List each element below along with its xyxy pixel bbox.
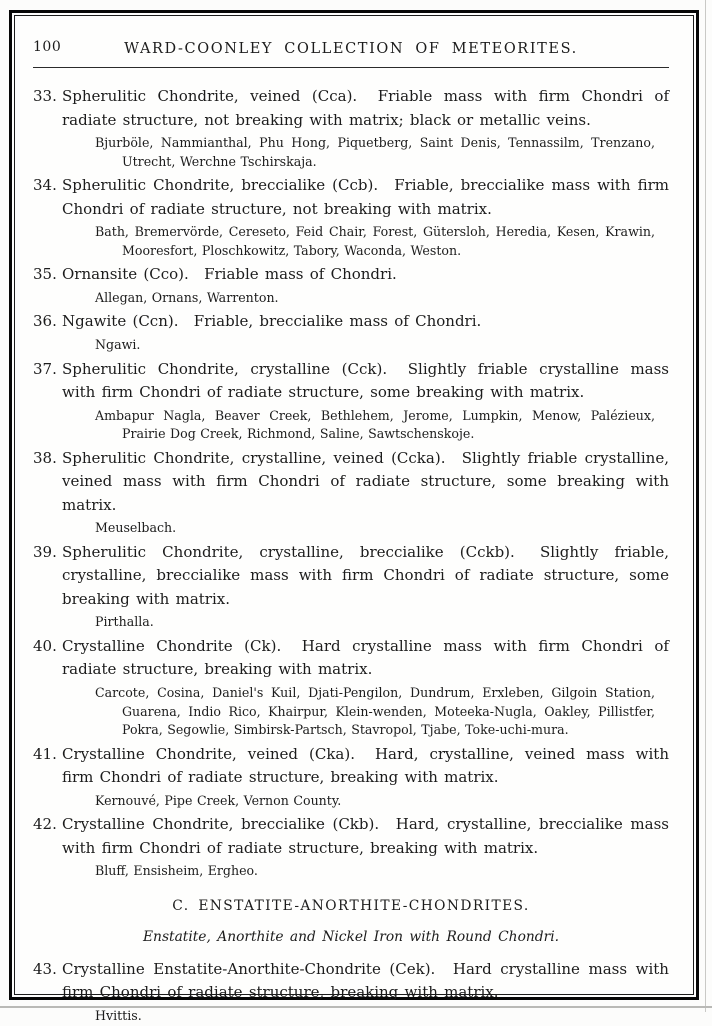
section-heading: C. ENSTATITE-ANORTHITE-CHONDRITES. xyxy=(33,898,669,914)
entry xyxy=(33,174,669,221)
entry-title: Spherulitic Chondrite, crystalline (Cck). xyxy=(62,360,387,378)
entry xyxy=(33,310,669,334)
running-header-title: WARD-COONLEY COLLECTION OF METEORITES. xyxy=(124,41,578,57)
entry-number: 40. xyxy=(33,635,62,659)
entry-localities: Bath, Bremervörde, Cereseto, Feid Chair, Forest, Gütersloh, Heredia, Kesen, Krawin, Mooresfort, Ploschkowitz, Tabory, Waconda, Weston. xyxy=(33,223,655,260)
page-border-inner xyxy=(14,15,694,995)
entry-number: 34. xyxy=(33,174,62,198)
entry-number: 36. xyxy=(33,310,62,334)
entry-title: Spherulitic Chondrite, crystalline, veined (Ccka). xyxy=(62,449,445,467)
entry-description: Hard, crystalline, veined mass with firm Chondri of radiate structure, breaking with matrix. xyxy=(62,745,669,787)
entry-title: Crystalline Chondrite, veined (Cka). xyxy=(62,745,355,763)
entry-localities: Bjurböle, Nammianthal, Phu Hong, Piquetberg, Saint Denis, Tennassilm, Trenzano, Utrecht, Werchne Tschirskaja. xyxy=(33,134,655,171)
entry xyxy=(33,743,669,790)
page-header xyxy=(33,38,669,58)
entry-title: Crystalline Chondrite (Ck). xyxy=(62,637,281,655)
entry-localities: Pirthalla. xyxy=(33,613,655,632)
entry-title: Spherulitic Chondrite, veined (Cca). xyxy=(62,87,357,105)
entry-description: Friable mass of Chondri. xyxy=(204,265,397,283)
entry-number: 37. xyxy=(33,358,62,382)
entry-title: Ngawite (Ccn). xyxy=(62,312,179,330)
entry-description: Slightly friable crystalline, veined mass with firm Chondri of radiate structure, some breaking with matrix. xyxy=(62,449,669,514)
entry xyxy=(33,447,669,518)
entry-number: 43. xyxy=(33,958,62,982)
entry-title: Crystalline Enstatite-Anorthite-Chondrite (Cek). xyxy=(62,960,435,978)
entry-title: Spherulitic Chondrite, breccialike (Ccb). xyxy=(62,176,378,194)
scan-page-edge-right xyxy=(705,0,706,1012)
entry xyxy=(33,358,669,405)
entry-description: Slightly friable, crystalline, breccialike mass with firm Chondri of radiate structure, some breaking with matrix. xyxy=(62,543,669,608)
entry xyxy=(33,541,669,612)
entry-title: Ornansite (Cco). xyxy=(62,265,189,283)
entry-number: 41. xyxy=(33,743,62,767)
entry-localities: Ambapur Nagla, Beaver Creek, Bethlehem, Jerome, Lumpkin, Menow, Palézieux, Prairie Dog Creek, Richmond, Saline, Sawtschenskoje. xyxy=(33,407,655,444)
entry-localities: Ngawi. xyxy=(33,336,655,355)
entry-localities: Carcote, Cosina, Daniel's Kuil, Djati-Pengilon, Dundrum, Erxleben, Gilgoin Station, Guarena, Indio Rico, Khairpur, Klein-wenden, Moteeka-Nugla, Oakley, Pillistfer, Pokra, Segowlie, Simbirsk-Partsch, Stavropol, Tjabe, Toke-uchi-mura. xyxy=(33,684,655,740)
entry-number: 33. xyxy=(33,85,62,109)
entry-localities: Meuselbach. xyxy=(33,519,655,538)
page-border-outer xyxy=(9,10,699,1000)
entry-localities: Hvittis. xyxy=(33,1007,655,1026)
entry-description: Slightly friable crystalline mass with firm Chondri of radiate structure, some breaking with matrix. xyxy=(62,360,669,402)
entry-description: Friable, breccialike mass with firm Chondri of radiate structure, not breaking with matrix. xyxy=(62,176,669,218)
entry-localities: Allegan, Ornans, Warrenton. xyxy=(33,289,655,308)
entry xyxy=(33,958,669,1005)
entry-localities: Bluff, Ensisheim, Ergheo. xyxy=(33,862,655,881)
entry xyxy=(33,85,669,132)
entry-description: Hard crystalline mass with firm Chondri of radiate structure, breaking with matrix. xyxy=(62,960,669,1002)
header-rule xyxy=(33,67,669,68)
page-number: 100 xyxy=(33,39,61,55)
page-content xyxy=(15,16,693,994)
entry-localities: Kernouvé, Pipe Creek, Vernon County. xyxy=(33,792,655,811)
entry xyxy=(33,263,669,287)
section-subtitle: Enstatite, Anorthite and Nickel Iron with Round Chondri. xyxy=(33,929,669,945)
entry-description: Hard, crystalline, breccialike mass with firm Chondri of radiate structure, breaking with matrix. xyxy=(62,815,669,857)
entry-number: 42. xyxy=(33,813,62,837)
entry-title: Spherulitic Chondrite, crystalline, breccialike (Cckb). xyxy=(62,543,515,561)
entry-description: Hard crystalline mass with firm Chondri of radiate structure, breaking with matrix. xyxy=(62,637,669,679)
entry-list xyxy=(33,85,669,1026)
entry-title: Crystalline Chondrite, breccialike (Ckb). xyxy=(62,815,379,833)
entry-number: 39. xyxy=(33,541,62,565)
entry-number: 38. xyxy=(33,447,62,471)
entry xyxy=(33,813,669,860)
entry xyxy=(33,635,669,682)
entry-description: Friable, breccialike mass of Chondri. xyxy=(194,312,482,330)
entry-description: Friable mass with firm Chondri of radiate structure, not breaking with matrix; black or metallic veins. xyxy=(62,87,669,129)
entry-number: 35. xyxy=(33,263,62,287)
